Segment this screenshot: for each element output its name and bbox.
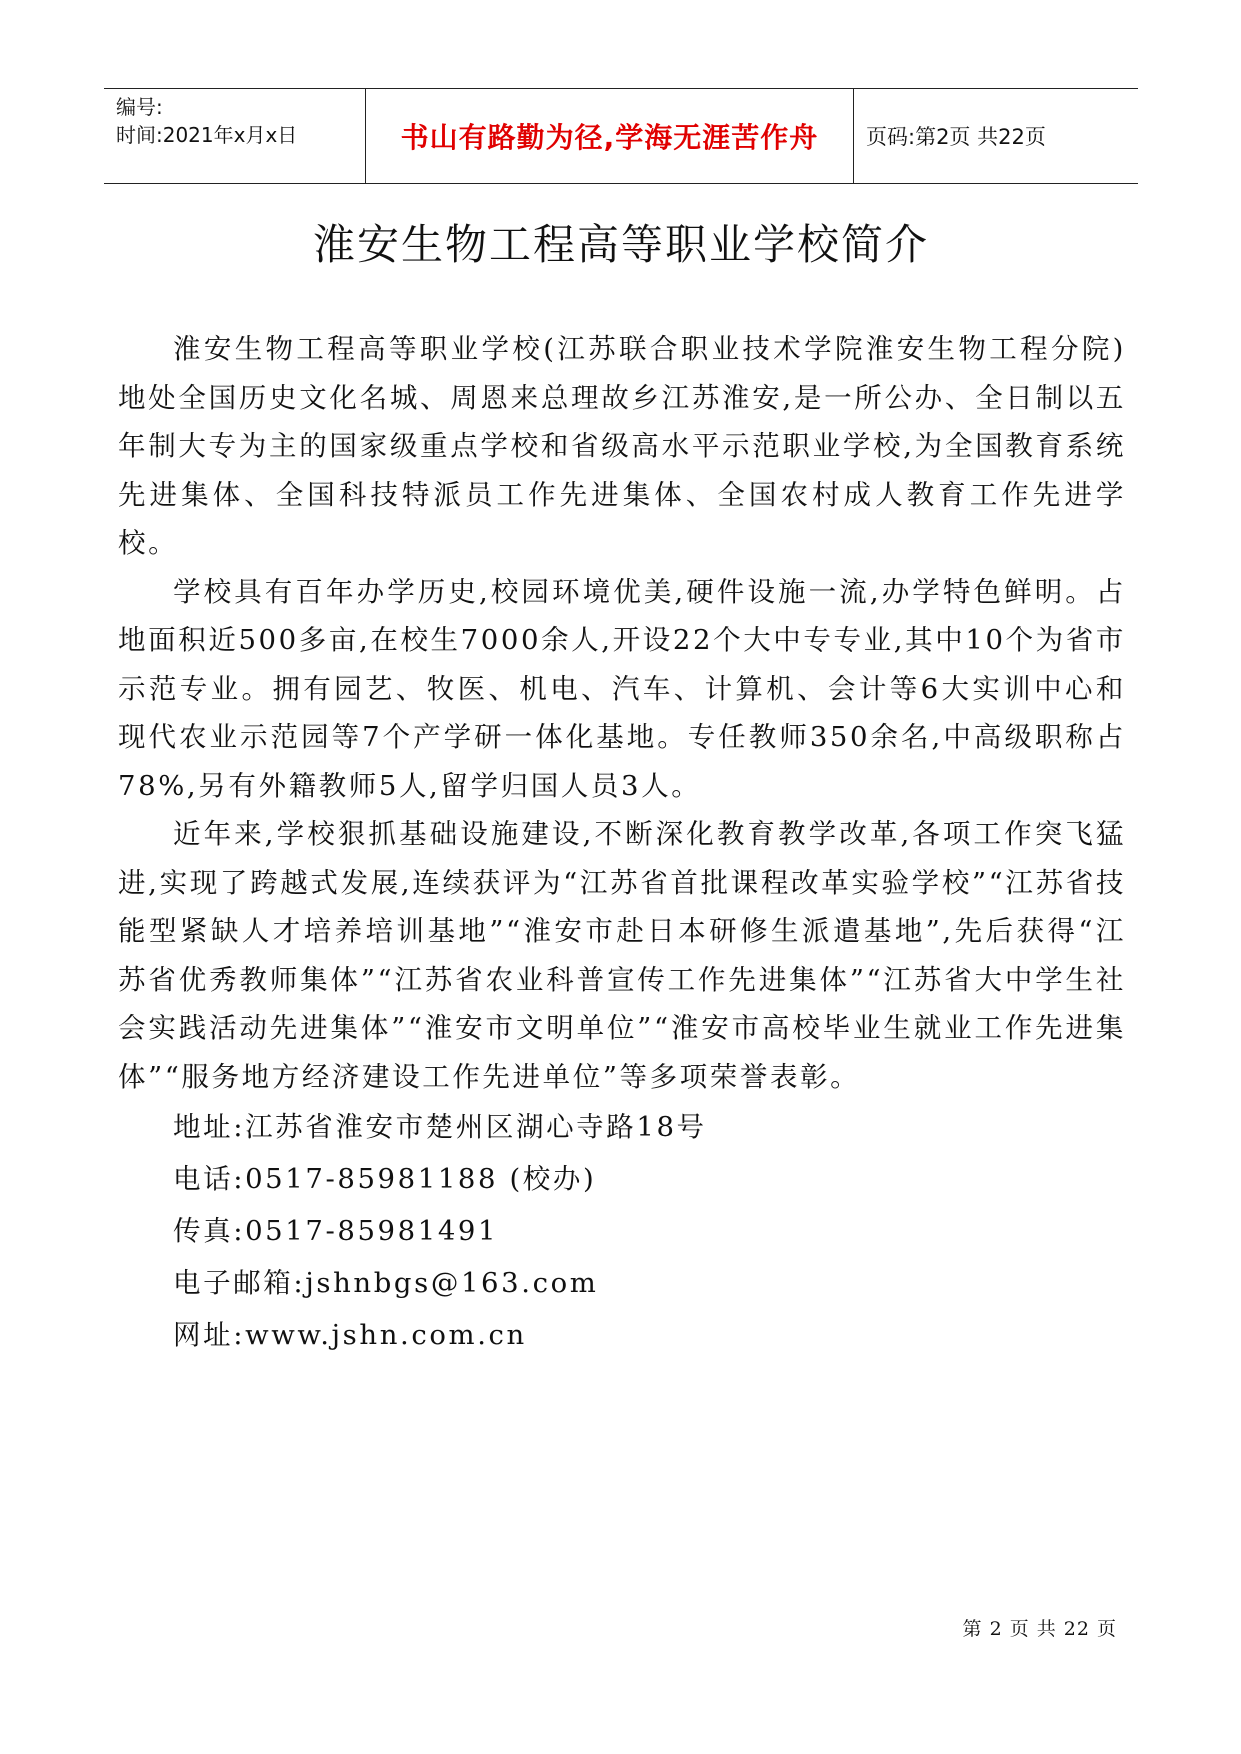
paragraph-facilities: 学校具有百年办学历史,校园环境优美,硬件设施一流,办学特色鲜明。占地面积近500多亩,在校生7000余人,开设22个大中专专业,其中10个为省市示范专业。拥有园艺、牧医、机电、汽车、计算机、会计等6大实训中心和现代农业示范园等7个产学研一体化基地。专任教师350余名,中高级职称占78%,另有外籍教师5人,留学归国人员3人。 [118,575,1126,802]
number-label: 编号: [116,95,163,119]
header-meta [104,89,366,183]
header-page-info: 页码:第2页 共22页 [866,125,1046,149]
contact-email: 电子邮箱:jshnbgs@163.com [173,1267,599,1299]
contact-address: 地址:江苏省淮安市楚州区湖心寺路18号 [173,1111,707,1143]
paragraph-intro: 淮安生物工程高等职业学校(江苏联合职业技术学院淮安生物工程分院)地处全国历史文化名城、周恩来总理故乡江苏淮安,是一所公办、全日制以五年制大专为主的国家级重点学校和省级高水平示范职业学校,为全国教育系统先进集体、全国科技特派员工作先进集体、全国农村成人教育工作先进学校。 [118,333,1126,559]
time-label: 时间:2021年x月x日 [116,123,298,147]
document-title: 淮安生物工程高等职业学校简介 [312,220,929,269]
header-motto: 书山有路勤为径,学海无涯苦作舟 [366,89,854,183]
document-body [118,325,1126,1361]
page-header [104,88,1138,184]
contact-phone: 电话:0517-85981188 (校办) [173,1163,597,1195]
contact-website: 网址:www.jshn.com.cn [173,1319,527,1351]
paragraph-honors: 近年来,学校狠抓基础设施建设,不断深化教育教学改革,各项工作突飞猛进,实现了跨越式发展,连续获评为“江苏省首批课程改革实验学校”“江苏省技能型紧缺人才培养培训基地”“淮安市赴日本研修生派遣基地”,先后获得“江苏省优秀教师集体”“江苏省农业科普宣传工作先进集体”“江苏省大中学生社会实践活动先进集体”“淮安市文明单位”“淮安市高校毕业生就业工作先进集体”“服务地方经济建设工作先进单位”等多项荣誉表彰。 [118,818,1126,1093]
page-footer: 第 2 页 共 22 页 [962,1618,1117,1640]
contact-fax: 传真:0517-85981491 [173,1215,499,1247]
